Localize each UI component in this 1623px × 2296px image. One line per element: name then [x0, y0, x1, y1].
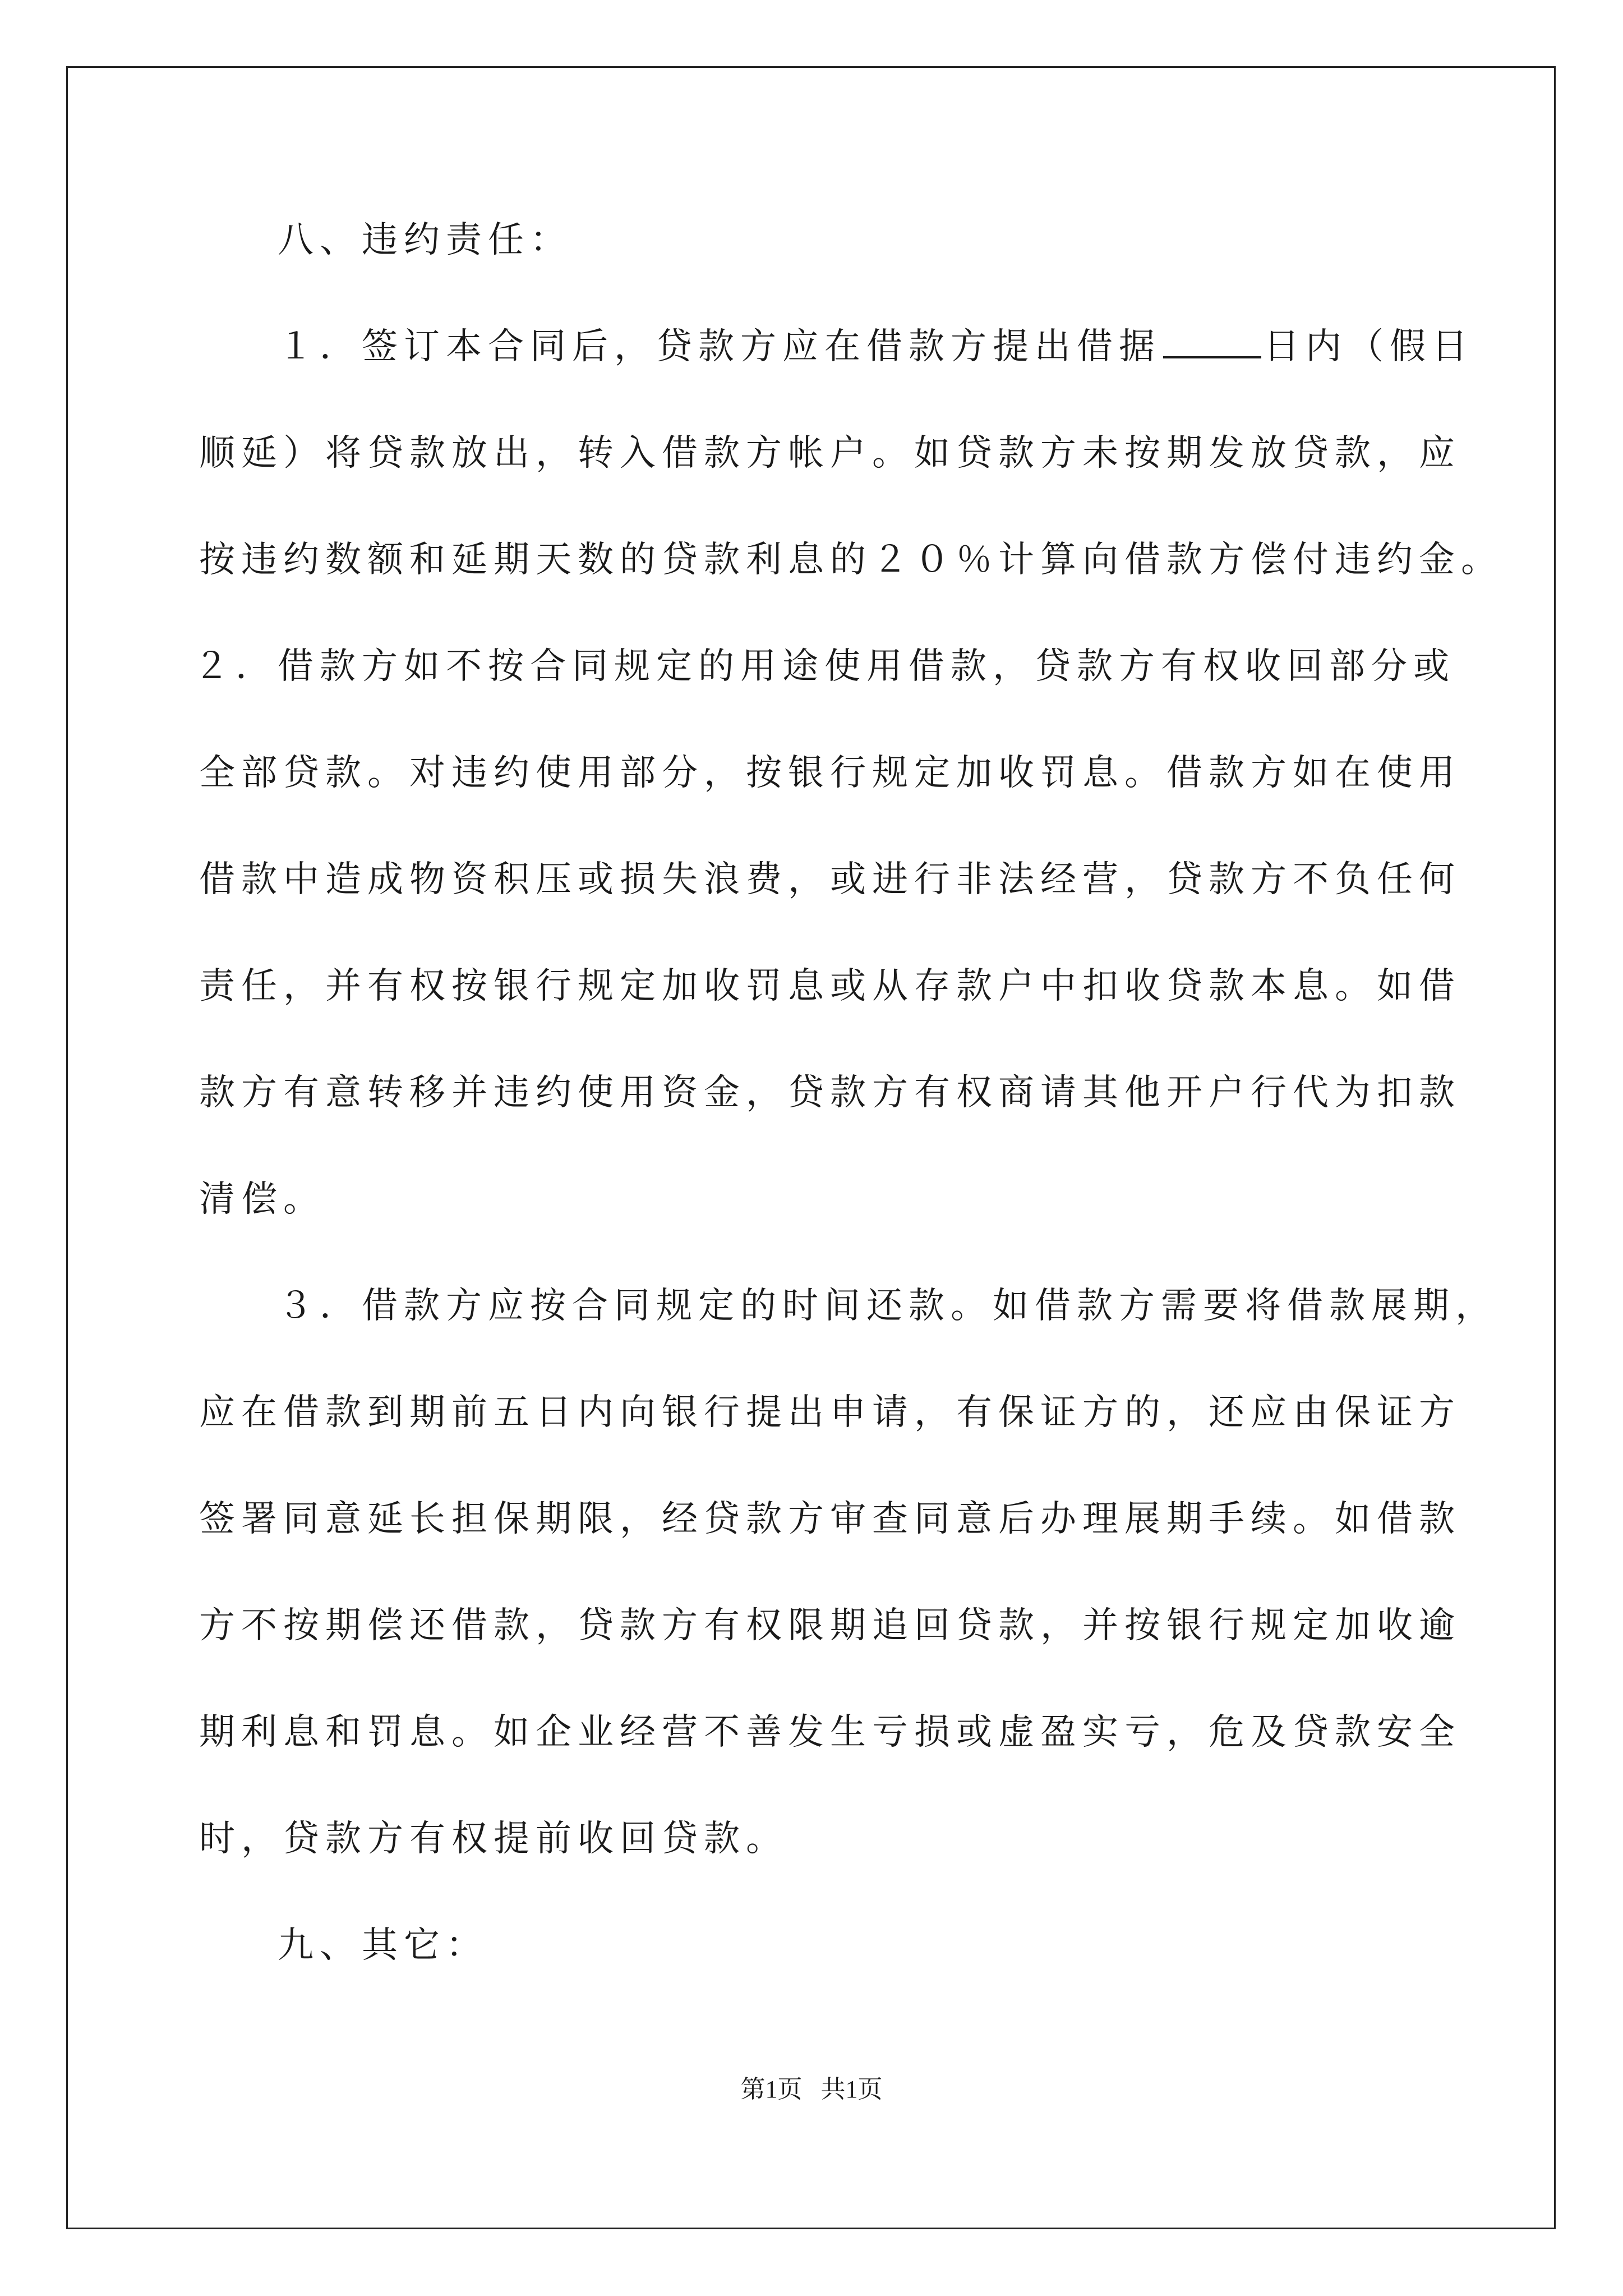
- page-footer: 第1页 共1页: [740, 2076, 883, 2103]
- page-border: [66, 66, 1556, 2229]
- paragraph-line: 按违约数额和延期天数的贷款利息的２０％计算向借款方偿付违约金。: [199, 539, 1503, 581]
- paragraph-line: 签署同意延长担保期限，经贷款方审查同意后办理展期手续。如借款: [199, 1498, 1461, 1540]
- paragraph-line: 责任，并有权按银行规定加收罚息或从存款户中扣收贷款本息。如借: [199, 965, 1461, 1007]
- section-heading-9: 九、其它：: [278, 1925, 488, 1966]
- paragraph-line: 期利息和罚息。如企业经营不善发生亏损或虚盈实亏，危及贷款安全: [199, 1711, 1461, 1753]
- paragraph-line: [278, 320, 1474, 374]
- paragraph-line: 应在借款到期前五日内向银行提出申请，有保证方的，还应由保证方: [199, 1392, 1461, 1433]
- paragraph-line: 顺延）将贷款放出，转入借款方帐户。如贷款方未按期发放贷款，应: [199, 432, 1461, 474]
- paragraph-line: ３．借款方应按合同规定的时间还款。如借款方需要将借款展期，: [278, 1285, 1497, 1327]
- section-heading-8: 八、违约责任：: [278, 219, 572, 261]
- paragraph-text: 日内（假日: [1264, 326, 1474, 367]
- paragraph-line: 借款中造成物资积压或损失浪费，或进行非法经营，贷款方不负任何: [199, 859, 1461, 900]
- paragraph-line: 方不按期偿还借款，贷款方有权限期追回贷款，并按银行规定加收逾: [199, 1605, 1461, 1646]
- paragraph-line: 款方有意转移并违约使用资金，贷款方有权商请其他开户行代为扣款: [199, 1072, 1461, 1114]
- paragraph-line: 全部贷款。对违约使用部分，按银行规定加收罚息。借款方如在使用: [199, 752, 1461, 794]
- paragraph-line: 时，贷款方有权提前收回贷款。: [199, 1818, 788, 1860]
- paragraph-line: 清偿。: [199, 1179, 325, 1220]
- paragraph-text: １．签订本合同后，贷款方应在借款方提出借据: [278, 326, 1161, 367]
- paragraph-line: ２．借款方如不按合同规定的用途使用借款，贷款方有权收回部分或: [193, 646, 1455, 687]
- blank-underline: [1163, 327, 1261, 358]
